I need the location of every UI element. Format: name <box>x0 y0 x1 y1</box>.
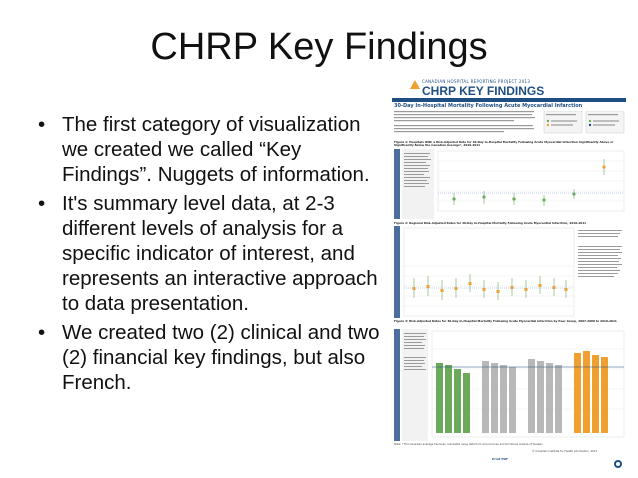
figure3-chart[interactable] <box>394 329 626 441</box>
figure1-chart[interactable] <box>394 149 626 219</box>
bullet-marker: • <box>38 192 46 215</box>
report-header <box>392 77 626 99</box>
bullet-marker: • <box>38 113 46 136</box>
bullet-text: It's summary level data, at 2-3 different levels of analysis for a specific indicator of interest, and represents an interactive approach to data presentation. <box>62 192 378 315</box>
bullet-text: The first category of visualization we created we called “Key Findings”. Nuggets of information. <box>62 113 370 186</box>
cihi-logo-inner <box>616 462 620 466</box>
report-kicker: CANADIAN HOSPITAL REPORTING PROJECT 2013 <box>422 79 531 84</box>
report-intro-text <box>394 111 626 141</box>
figure1-title: Figure 1: Hospitals With a Risk-Adjusted Rate for 30-Day In-Hospital Mortality Following Acute Myocardial Infarction Significantly Above or Significantly Below the Canadian Average*, 2010-2011 <box>394 140 614 148</box>
bullet-marker: • <box>38 321 46 344</box>
chrp-logo-icon <box>410 80 420 89</box>
report-thumbnail[interactable] <box>392 77 626 469</box>
slide-title: CHRP Key Findings <box>150 26 488 68</box>
bullet-item <box>36 191 391 316</box>
figure2-title: Figure 2: Regional Risk-Adjusted Rates for 30-Day In-Hospital Mortality Following Acute Myocardial Infarction, 2010-2011 <box>394 221 587 225</box>
bullet-text: We created two (2) clinical and two (2) financial key findings, but also French. <box>62 321 380 394</box>
bullet-list <box>36 112 391 399</box>
report-copyright: © Canadian Institute for Health Information, 2013 <box>532 450 598 453</box>
print-pdf-link[interactable]: Print PDF <box>492 457 509 461</box>
figure3-title: Figure 3: Risk-Adjusted Rates for 30-Day In-Hospital Mortality Following Acute Myocardial Infarction by Peer Group, 2007-2008 to 2010-2011 <box>394 319 617 323</box>
report-logo: CHRP KEY FINDINGS <box>422 84 545 98</box>
report-note: Note: * The Canadian average has been calculated using data from all provinces and territories outside of Quebec. <box>394 443 544 446</box>
report-subtitle: 30-Day In-Hospital Mortality Following Acute Myocardial Infarction <box>394 103 583 109</box>
report-header-bar <box>392 98 626 102</box>
figure2-chart[interactable] <box>394 226 626 318</box>
bullet-item <box>36 112 391 187</box>
bullet-item <box>36 320 391 395</box>
